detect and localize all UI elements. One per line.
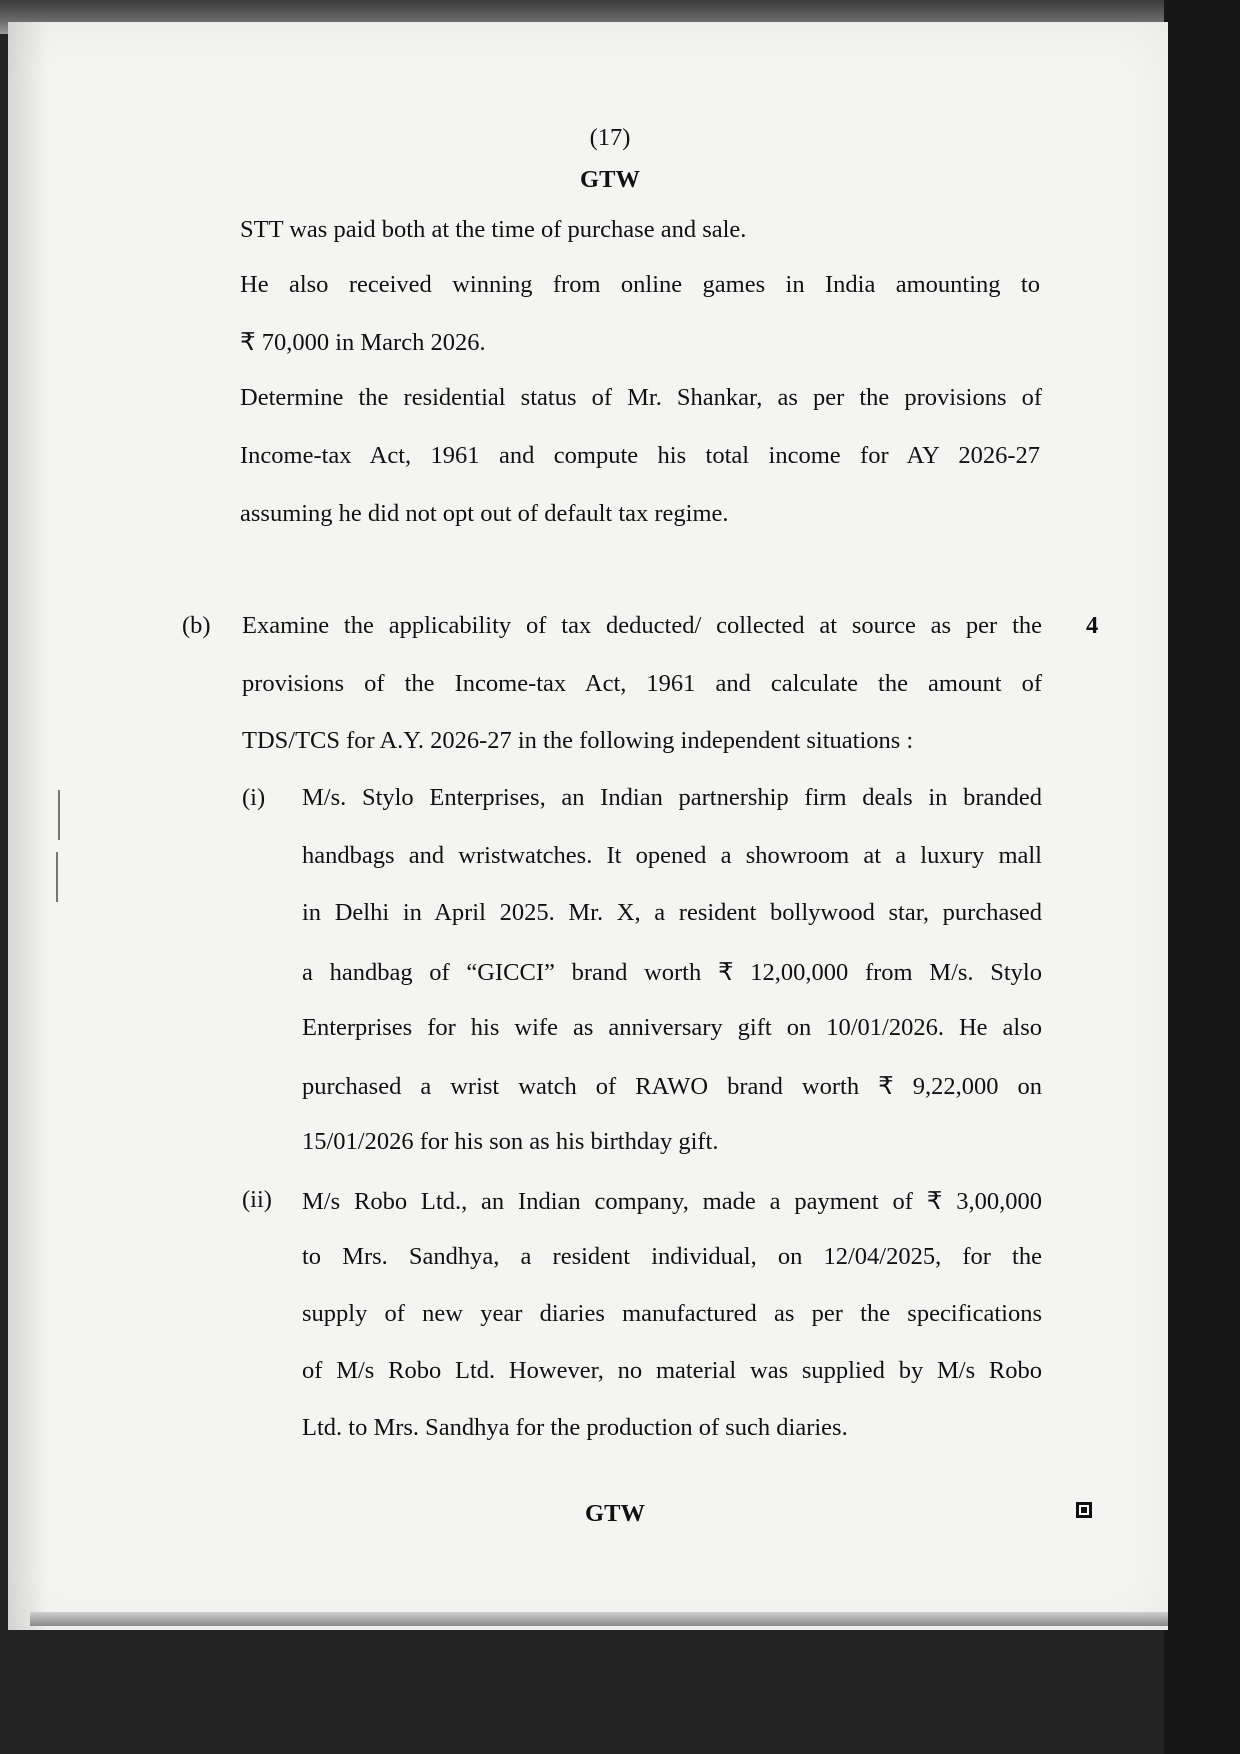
item-line: of M/s Robo Ltd. However, no material was supplied by M/s Robo	[302, 1357, 1042, 1384]
paper-code-footer: GTW	[585, 1500, 645, 1527]
paragraph-line: Income-tax Act, 1961 and compute his total income for AY 2026-27	[240, 442, 1040, 469]
question-marks: 4	[1086, 612, 1099, 639]
item-label: (i)	[242, 784, 266, 811]
scan-right-edge	[1164, 0, 1240, 1754]
question-line: TDS/TCS for A.Y. 2026-27 in the following independent situations :	[242, 727, 914, 754]
paragraph-line: He also received winning from online games in India amounting to	[240, 271, 1040, 298]
paper-code-header: GTW	[580, 166, 640, 193]
paragraph-line: ₹ 70,000 in March 2026.	[240, 329, 486, 356]
item-line: supply of new year diaries manufactured as per the specifications	[302, 1300, 1042, 1327]
sheet-bottom-edge	[30, 1612, 1168, 1626]
item-line: M/s Robo Ltd., an Indian company, made a payment of ₹ 3,00,000	[302, 1188, 1042, 1215]
paragraph-line: STT was paid both at the time of purchase and sale.	[240, 216, 747, 243]
question-line: provisions of the Income-tax Act, 1961 and calculate the amount of	[242, 670, 1042, 697]
question-label: (b)	[182, 612, 211, 639]
item-line: to Mrs. Sandhya, a resident individual, on 12/04/2025, for the	[302, 1243, 1042, 1270]
question-line: Examine the applicability of tax deducted/ collected at source as per the	[242, 612, 1042, 639]
binding-mark-upper	[58, 790, 60, 840]
paragraph-line: Determine the residential status of Mr. Shankar, as per the provisions of	[240, 384, 1042, 411]
item-line: M/s. Stylo Enterprises, an Indian partnership firm deals in branded	[302, 784, 1042, 811]
page-number: (17)	[589, 124, 631, 151]
binding-mark-lower	[56, 852, 58, 902]
item-line: Ltd. to Mrs. Sandhya for the production of such diaries.	[302, 1414, 848, 1441]
item-label: (ii)	[242, 1186, 272, 1213]
item-line: Enterprises for his wife as anniversary gift on 10/01/2026. He also	[302, 1014, 1042, 1041]
paragraph-line: assuming he did not opt out of default tax regime.	[240, 500, 729, 527]
item-line: purchased a wrist watch of RAWO brand worth ₹ 9,22,000 on	[302, 1073, 1042, 1100]
item-line: 15/01/2026 for his son as his birthday gift.	[302, 1128, 719, 1155]
item-line: in Delhi in April 2025. Mr. X, a resident bollywood star, purchased	[302, 899, 1042, 926]
paper-sheet	[8, 22, 1168, 1630]
item-line: a handbag of “GICCI” brand worth ₹ 12,00,000 from M/s. Stylo	[302, 959, 1042, 986]
item-line: handbags and wristwatches. It opened a showroom at a luxury mall	[302, 842, 1042, 869]
end-of-page-marker-icon	[1076, 1502, 1092, 1518]
